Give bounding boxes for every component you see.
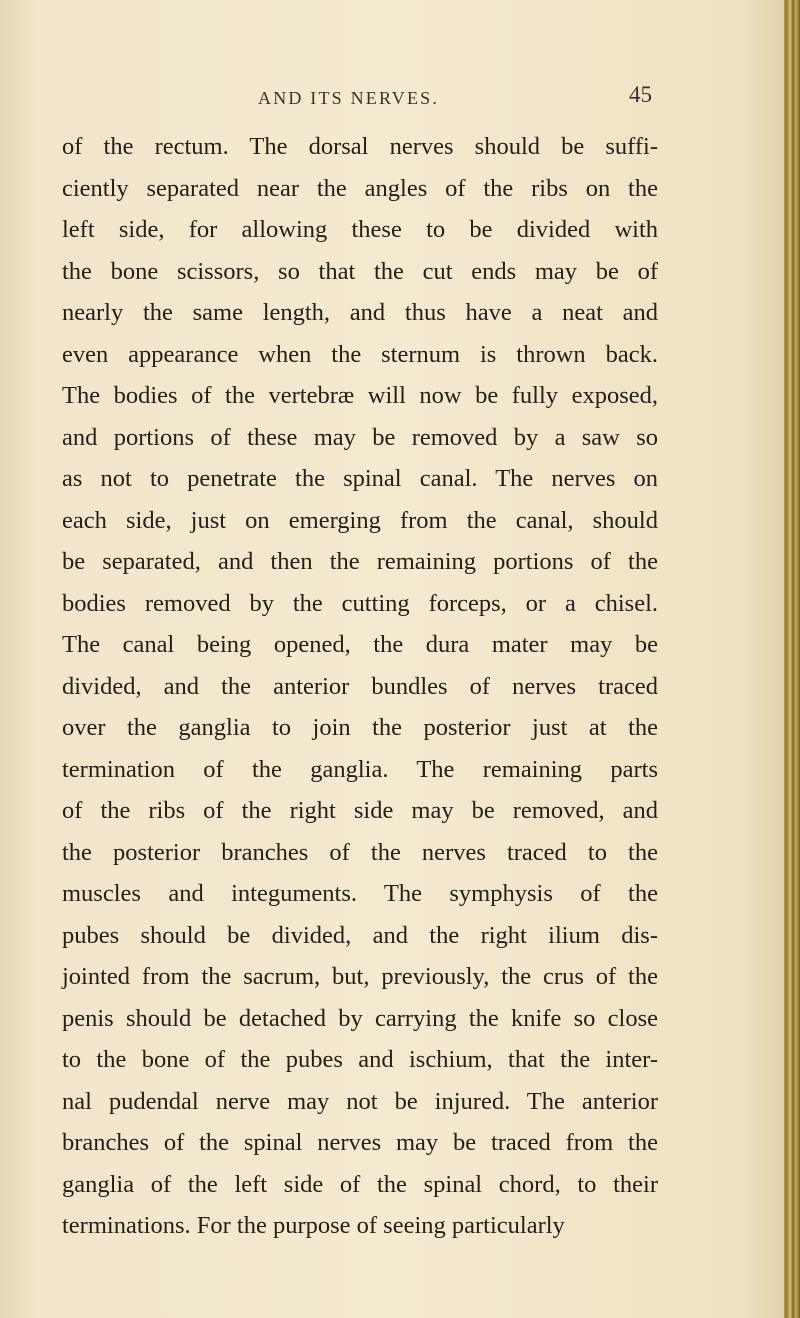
text-line: and portions of these may be removed by a saw so (62, 423, 658, 451)
text-line: terminations. For the purpose of seeing particularly (62, 1212, 565, 1239)
text-line: left side, for allowing these to be divided with (62, 216, 658, 243)
text-line: as not to penetrate the spinal canal. The nerves on (62, 465, 658, 492)
text-line: divided, and the anterior bundles of nerves traced (62, 672, 658, 700)
text-line: jointed from the sacrum, but, previously, the crus of the (62, 963, 658, 990)
text-line: to the bone of the pubes and ischium, that the inter- (62, 1046, 658, 1073)
text-line: over the ganglia to join the posterior just at the (62, 714, 658, 741)
text-line: even appearance when the sternum is thrown back. (62, 340, 658, 368)
text-line: muscles and integuments. The symphysis of the (62, 880, 658, 907)
text-line: the bone scissors, so that the cut ends may be of (62, 257, 658, 285)
text-line: The canal being opened, the dura mater may be (62, 631, 658, 658)
text-line: termination of the ganglia. The remaining parts (62, 755, 658, 783)
book-binding-edge (784, 0, 800, 1318)
text-line: be separated, and then the remaining portions of the (62, 548, 658, 575)
text-line: nal pudendal nerve may not be injured. The anterior (62, 1087, 658, 1115)
text-line: nearly the same length, and thus have a neat and (62, 299, 658, 326)
text-line: penis should be detached by carrying the knife so close (62, 1004, 658, 1032)
text-line: The bodies of the vertebræ will now be fully exposed, (62, 382, 658, 409)
text-line: ciently separated near the angles of the ribs on the (62, 174, 658, 202)
page-header (0, 82, 784, 118)
text-line: of the ribs of the right side may be removed, and (62, 797, 658, 824)
text-line: the posterior branches of the nerves traced to the (62, 838, 658, 866)
body-text (62, 126, 658, 1247)
running-head: AND ITS NERVES. (258, 88, 440, 108)
text-line: bodies removed by the cutting forceps, or a chisel. (62, 589, 658, 617)
page-number: 45 (629, 82, 652, 107)
text-line: of the rectum. The dorsal nerves should be suffi- (62, 133, 658, 160)
text-line: each side, just on emerging from the canal, should (62, 506, 658, 534)
text-line: branches of the spinal nerves may be traced from the (62, 1129, 658, 1156)
text-line: pubes should be divided, and the right ilium dis- (62, 921, 658, 949)
text-line: ganglia of the left side of the spinal chord, to their (62, 1170, 658, 1198)
